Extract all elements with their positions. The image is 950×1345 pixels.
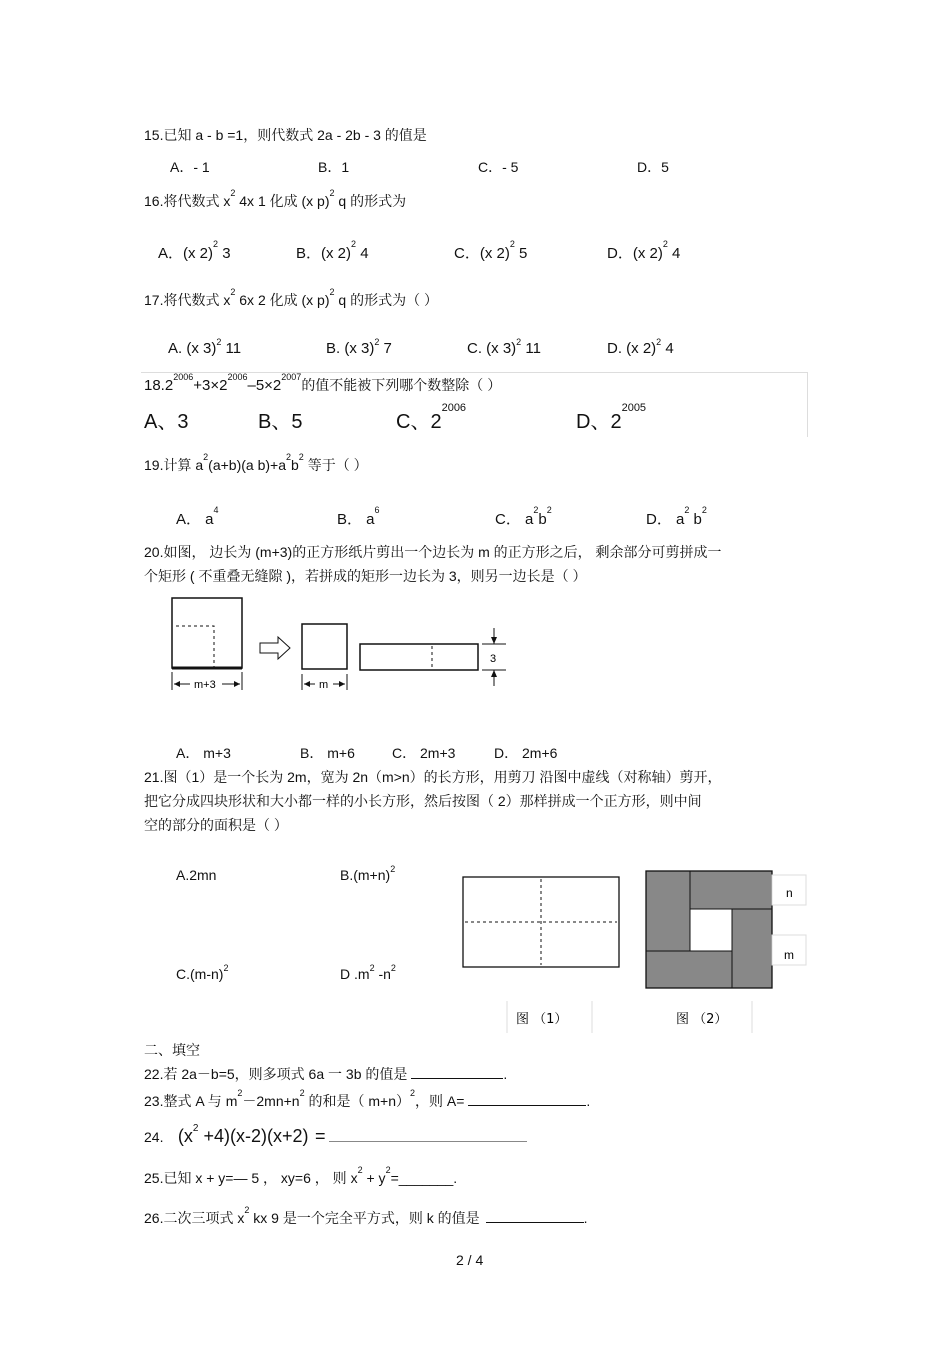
q26: 26.二次三项式 $x^2$ kx 9 是一个完全平方式，则 k 的值是 . <box>144 1205 588 1226</box>
sup: 2 <box>230 188 236 198</box>
section-title: 二、填空 <box>144 1042 200 1058</box>
q15-stem: 15.已知 a - b =1，则代数式 2a - 2b - 3 的值是 <box>144 127 427 143</box>
small-square <box>302 624 347 669</box>
q15-option-c: C．- 5 <box>478 159 519 175</box>
q21-line1: 21.图（1）是一个长为 2m，宽为 2n（m>n）的长方形，用剪刀 沿图中虚线（对称轴）剪开， <box>144 769 722 785</box>
page-number: 2 / 4 <box>456 1252 484 1268</box>
q18-option-b: B、5 <box>258 411 303 433</box>
q19-option-c: C． $a^2b^2$ <box>495 505 552 528</box>
result-rectangle <box>360 644 478 670</box>
answer-blank <box>329 1127 527 1142</box>
q19-option-b: B． $a^6$ <box>337 505 380 528</box>
q20-figure <box>160 590 520 700</box>
label-m3: m+3 <box>194 679 216 691</box>
q16-option-c: C．(x 2)$^2$ 5 <box>454 239 528 262</box>
q19-option-d: D． $a^2$ $b^2$ <box>646 505 707 528</box>
label-3: 3 <box>490 653 497 665</box>
answer-blank <box>486 1208 584 1223</box>
q15-option-b: B．1 <box>318 159 350 175</box>
q21-option-b: $B.(m+n)^2$ <box>340 864 396 883</box>
q20-option-c: C． 2m+3 <box>392 745 456 761</box>
q16-option-a: A．(x 2)$^2$ 3 <box>158 239 231 262</box>
answer-blank <box>411 1064 503 1079</box>
q21-line3: 空的部分的面积是（ ） <box>144 817 288 833</box>
q25: 25.已知 x + y=— 5 ， xy=6 ， 则 $x^2$ + $y^2=\_\_\_\_\_\_\_$. <box>144 1165 458 1186</box>
answer-blank <box>468 1091 586 1106</box>
q15-option-d: D．5 <box>637 159 669 175</box>
figure2-caption: 图 （2） <box>676 1012 728 1027</box>
q21-option-a: A.2mn <box>176 867 217 883</box>
label-m: m <box>319 679 329 691</box>
q20-option-b: B． m+6 <box>300 745 355 761</box>
q22: 22.若 2a－b=5，则多项式 6a 一 3b 的值是 . <box>144 1066 508 1082</box>
q18-option-a: A、3 <box>144 411 189 433</box>
figure1-caption: 图 （1） <box>516 1012 568 1027</box>
q16-option-d: D．(x 2)$^2$ 4 <box>607 239 681 262</box>
q21-option-c: $C.(m-n)^2$ <box>176 963 229 982</box>
q16-option-b: B．(x 2)$^2$ 4 <box>296 239 369 262</box>
q18-option-c: C、$2^{2006}$ <box>396 402 467 433</box>
q21-line2: 把它分成四块形状和大小都一样的小长方形，然后按图（ 2）那样拼成一个正方形，则中间 <box>144 793 702 809</box>
q24: 24. $(x^2 +4)(x-2)(x+2)$ = <box>144 1126 527 1147</box>
q16-stem: 16.将代数式 $x^2$ 4x 1 化成 (x p)$^2$ q 的形式为 <box>144 188 407 209</box>
q15-option-a: A．- 1 <box>170 159 210 175</box>
q19-option-a: A． $a^4$ <box>176 505 219 528</box>
q21-option-d: D $.m^2$ $-n^2$ <box>340 963 396 982</box>
q17-stem: 17.将代数式 $x^2$ 6x 2 化成 (x p)$^2$ q 的形式为（ ） <box>144 287 438 308</box>
label-m: m <box>784 948 794 962</box>
q20-option-d: D． 2m+6 <box>494 745 558 761</box>
q17-option-a: A. (x 3)$^2$ 11 <box>168 337 242 357</box>
q18-option-d: D、$2^{2005}$ <box>576 402 647 433</box>
big-square <box>172 598 242 668</box>
q17-option-d: D. (x 2)$^2$ 4 <box>607 337 674 357</box>
q19-stem: 19.计算 $a^2(a+b)(a$ $b)+a^2b^2$ 等于（ ） <box>144 452 368 473</box>
q17-option-b: B. (x 3)$^2$ 7 <box>326 337 392 357</box>
q20-line1: 20.如图， 边长为 (m+3)的正方形纸片剪出一个边长为 m 的正方形之后， 剩余部分可剪拼成一 <box>144 544 722 560</box>
cut-line <box>176 626 214 668</box>
figure2-hole <box>690 909 732 951</box>
q23: 23.整式 A 与 $m^2-2mn+n^2$ 的和是（ m+n）$^2$，则 A= . <box>144 1088 591 1109</box>
q18-stem: $18.2^{2006}+3\times 2^{2006}-5\times 2^{2007}$的值不能被下列哪个数整除（ ） <box>144 372 502 394</box>
arrow-icon <box>260 637 290 659</box>
q21-figures <box>460 865 810 1035</box>
label-n: n <box>786 886 793 900</box>
q20-line2: 个矩形 ( 不重叠无缝隙 )，若拼成的矩形一边长为 3，则另一边长是（ ） <box>144 568 587 584</box>
q17-option-c: C. (x 3)$^2$ 11 <box>467 337 541 357</box>
q20-option-a: A． m+3 <box>176 745 231 761</box>
